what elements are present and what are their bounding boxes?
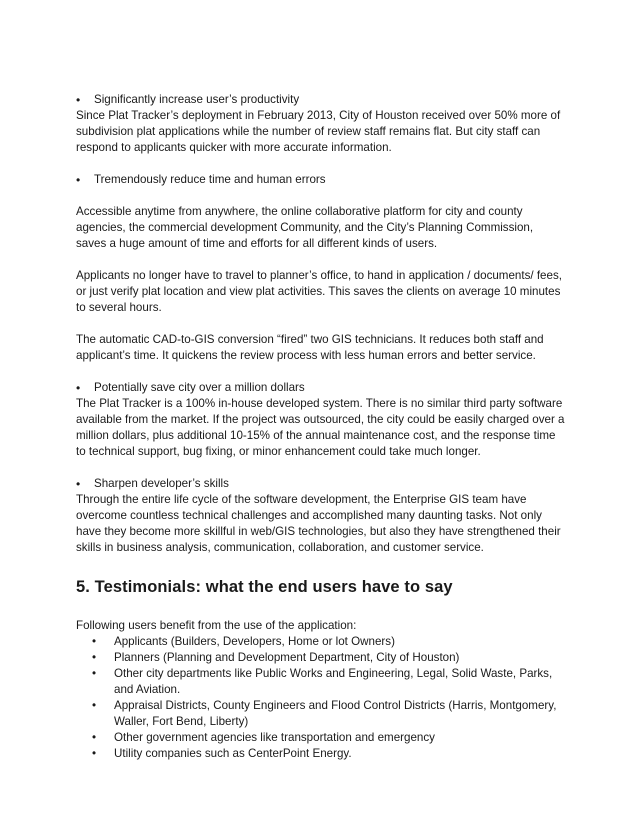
list-item: • Other government agencies like transportation and emergency bbox=[76, 730, 566, 746]
paragraph-productivity: Since Plat Tracker’s deployment in February 2013, City of Houston received over 50% more of subdivision plat applications while the number of review staff remains flat. But city staff can respond to applicants quicker with more accurate information. bbox=[76, 109, 561, 154]
paragraph-cad-to-gis: The automatic CAD-to-GIS conversion “fired” two GIS technicians. It reduces both staff and applicant’s time. It quickens the review process with less human errors and better service. bbox=[76, 333, 544, 362]
bullet-heading-errors: • Tremendously reduce time and human errors bbox=[76, 172, 566, 188]
document-content bbox=[76, 92, 566, 762]
bullet-heading-savings: • Potentially save city over a million dollars bbox=[76, 380, 566, 396]
user-list bbox=[76, 634, 566, 762]
list-item: • Other city departments like Public Works and Engineering, Legal, Solid Waste, Parks, and Aviation. bbox=[76, 666, 566, 698]
paragraph-accessible: Accessible anytime from anywhere, the online collaborative platform for city and county agencies, the commercial development Community, and the City’s Planning Commission, saves a huge amount of time and efforts for all different kinds of users. bbox=[76, 205, 534, 250]
list-item: • Appraisal Districts, County Engineers and Flood Control Districts (Harris, Montgomery, Waller, Fort Bend, Liberty) bbox=[76, 698, 566, 730]
testimonials-intro: Following users benefit from the use of the application: bbox=[76, 619, 357, 632]
list-item: • Planners (Planning and Development Department, City of Houston) bbox=[76, 650, 566, 666]
list-item: • Utility companies such as CenterPoint Energy. bbox=[76, 746, 566, 762]
paragraph-skills: Through the entire life cycle of the software development, the Enterprise GIS team have overcome countless technical challenges and accomplished many daunting tasks. Not only have they become more skillful in web/GIS technologies, but also they have strengthened their skills in business analysis, communication, collaboration, and customer service. bbox=[76, 493, 561, 554]
bullet-heading-skills: • Sharpen developer’s skills bbox=[76, 476, 566, 492]
bullet-heading-productivity: • Significantly increase user’s productivity bbox=[76, 92, 566, 108]
paragraph-savings: The Plat Tracker is a 100% in-house developed system. There is no similar third party software available from the market. If the project was outsourced, the city could be easily charged over a million dollars, plus additional 10-15% of the annual maintenance cost, and the response time to technical support, bug fixing, or minor enhancement could take much longer. bbox=[76, 397, 565, 458]
paragraph-applicants: Applicants no longer have to travel to planner’s office, to hand in application / documents/ fees, or just verify plat location and view plat activities. This saves the clients on average 10 minutes to several hours. bbox=[76, 269, 562, 314]
list-item: • Applicants (Builders, Developers, Home or lot Owners) bbox=[76, 634, 566, 650]
section-title-testimonials: 5. Testimonials: what the end users have to say bbox=[76, 578, 453, 596]
